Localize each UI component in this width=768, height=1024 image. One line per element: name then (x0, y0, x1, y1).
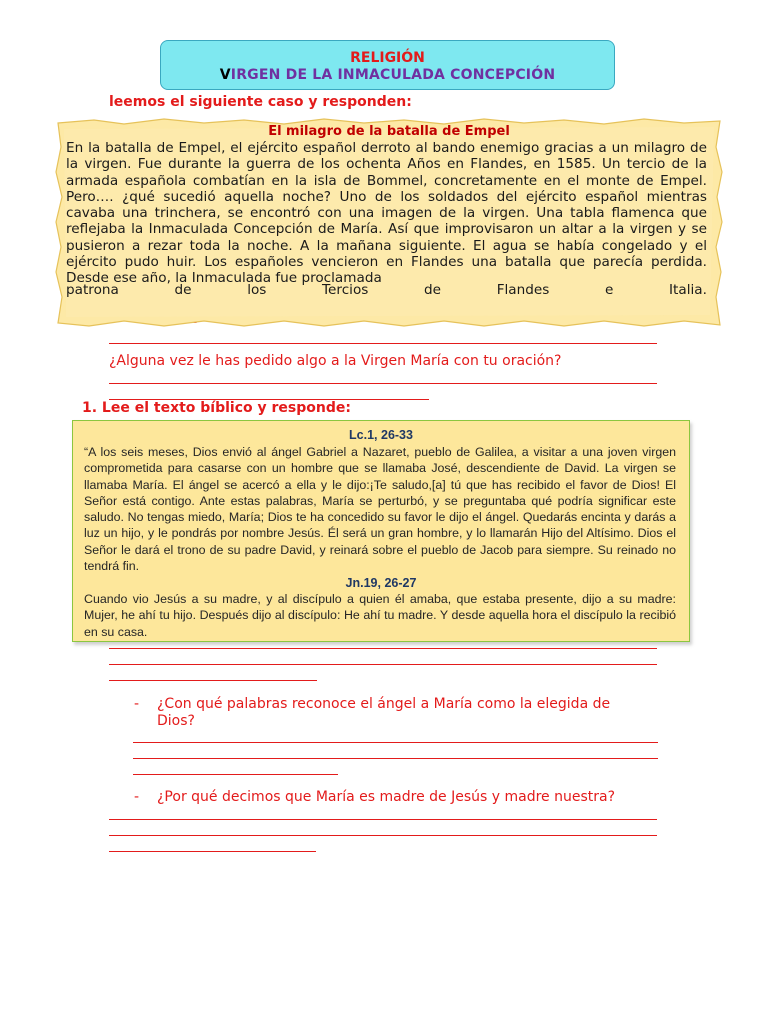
story-title: El milagro de la batalla de Empel (268, 124, 510, 139)
question-angel-words: ¿Con qué palabras reconoce el ángel a María como la elegida de Dios? (157, 696, 611, 729)
bible-text-john: Cuando vio Jesús a su madre, y al discípulo a quien él amaba, que estaba presente, dijo a su madre: Mujer, he ahí tu hijo. Después dijo al discípulo: He ahí tu madre. Y desde aquella hora el discípulo la recibió en su casa. (84, 592, 676, 639)
question-mary-mother: ¿Por qué decimos que María es madre de Jesús y madre nuestra? (157, 789, 615, 805)
bible-text-luke: “A los seis meses, Dios envió al ángel Gabriel a Nazaret, pueblo de Galilea, a visitar a una joven virgen comprometida para casarse con un hombre que se llamaba José, descendiente de David. La virgen se llamaba María. El ángel se acercó a ella y le dijo:¡Te saludo,[a] tú que has recibido el favor de Dios! El Señor está contigo. Ante estas palabras, María se perturbó, y se preguntaba qué podría significar este saludo. No tengas miedo, María; Dios te ha concedido su favor le dijo el ángel. Quedarás encinta y darás a luz un hijo, y le pondrás por nombre Jesús. Él será un gran hombre, y lo llamarán Hijo del Altísimo. Dios el Señor le dará el trono de su padre David, y reinará sobre el pueblo de Jacob para siempre. Su reinado no tendrá fin. (84, 445, 676, 574)
answer-line (133, 758, 658, 759)
story-word: patrona (66, 282, 119, 298)
story-word: Italia. (669, 282, 707, 298)
instruction-read-case: leemos el siguiente caso y responden: (109, 94, 412, 110)
answer-line (109, 343, 657, 344)
answer-line (133, 774, 338, 775)
story-word: Tercios (322, 282, 369, 298)
lesson-title-rest: IRGEN DE LA INMACULADA CONCEPCIÓN (230, 67, 556, 83)
answer-line (133, 742, 658, 743)
story-word: los (247, 282, 267, 298)
story-body: En la batalla de Empel, el ejército español derroto al bando enemigo gracias a un milagro de la virgen. Fue durante la guerra de los ochenta Años en Flandes, en 1585. Un tercio de la armada española combatían en la isla de Bommel, concretamente en el monte de Empel. Pero…. ¿qué sucedió aquella noche? Uno de los soldados del ejército español mientras cavaba una trinchera, se encontró con una imagen de la virgen. Una tabla flamenca que reflejaba la Inmaculada Concepción de María. Así que improvisaron un altar a la virgen y se pusieron a rezar toda la noche. A la mañana siguiente. El agua se había congelado y el ejército pudo huir. Los españoles vencieron en Flandes una batalla que parecía perdida. Desde ese año, la Inmaculada fue proclamada (66, 140, 707, 287)
answer-line (109, 383, 657, 384)
story-last-line (66, 282, 707, 298)
lesson-title-initial: V (219, 67, 231, 83)
answer-line (109, 835, 657, 836)
answer-line (109, 648, 657, 649)
story-word: e (604, 282, 614, 298)
lesson-title (161, 67, 614, 84)
bullet-dash: - (134, 696, 140, 712)
answer-line (109, 851, 316, 852)
story-word: de (174, 282, 192, 298)
answer-line (109, 680, 317, 681)
bible-reference-luke: Lc.1, 26-33 (349, 428, 413, 442)
bullet-dash: - (134, 789, 140, 805)
answer-line (109, 664, 657, 665)
story-word: Flandes (496, 282, 550, 298)
answer-line (109, 819, 657, 820)
title-box (160, 40, 615, 90)
story-word: de (424, 282, 442, 298)
question-prayer: ¿Alguna vez le has pedido algo a la Virgen María con tu oración? (109, 353, 562, 369)
instruction-read-bible: 1. Lee el texto bíblico y responde: (82, 400, 351, 416)
bible-reference-john: Jn.19, 26-27 (345, 576, 417, 590)
subject-title: RELIGIÓN (350, 50, 425, 66)
